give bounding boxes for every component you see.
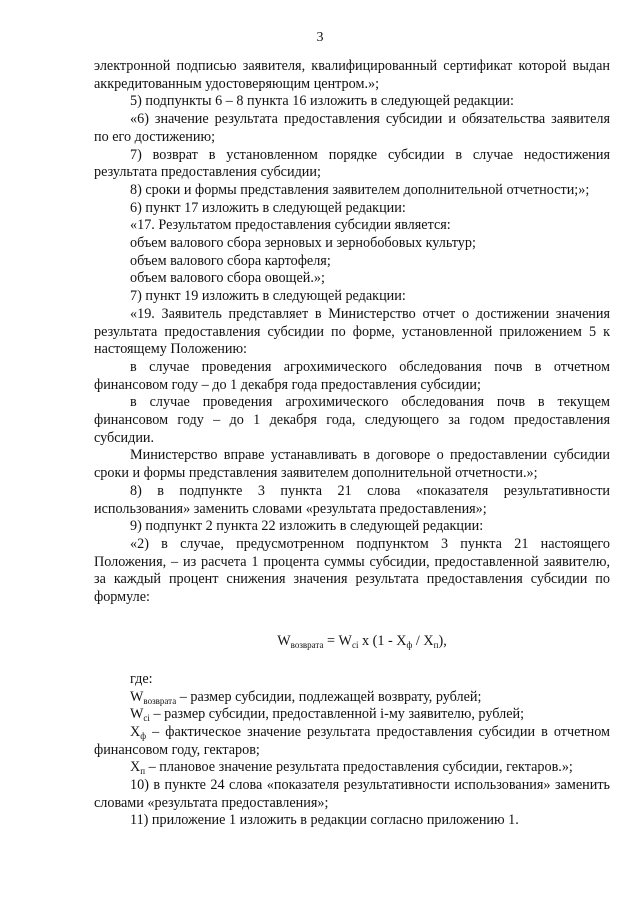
paragraph: объем валового сбора овощей.»; xyxy=(130,270,325,287)
amendment-paragraphs xyxy=(94,58,610,607)
paragraph: 7) возврат в установленном порядке субсидии в случае недостижения результата предоставления субсидии; xyxy=(94,146,610,181)
paragraph: 6) пункт 17 изложить в следующей редакции: xyxy=(130,199,406,216)
formula-legend xyxy=(94,689,610,778)
legend-item: $W_{возврата}$ – размер субсидии, подлежащей возврату, рублей; xyxy=(130,688,482,706)
paragraph: объем валового сбора картофеля; xyxy=(130,252,331,269)
paragraph: 8) в подпункте 3 пункта 21 слова «показателя результативности использования» заменить словами «результата предоставления»; xyxy=(94,482,610,517)
paragraph: Министерство вправе устанавливать в договоре о предоставлении субсидии сроки и формы представления заявителем дополнительной отчетности.»; xyxy=(94,447,610,482)
paragraph: «19. Заявитель представляет в Министерство отчет о достижении значения результата предоставления субсидии по форме, установленной приложением 5 к настоящему Положению: xyxy=(94,305,610,358)
legend-item: $X_п$ – плановое значение результата предоставления субсидии, гектаров.»; xyxy=(130,759,573,777)
refund-formula: $W_{возврата} = W_{ci}$ x $(1 - X_ф / X_п)$, xyxy=(277,632,447,650)
legend-item: $X_ф$ – фактическое значение результата предоставления субсидии в отчетном финансовом году, гектаров; xyxy=(94,723,610,758)
paragraph: «6) значение результата предоставления субсидии и обязательства заявителя по его достижению; xyxy=(94,111,610,145)
paragraph: в случае проведения агрохимического обследования почв в текущем финансовом году – до 1 декабря года, следующего за годом предоставления субсидии. xyxy=(94,394,610,446)
paragraph: 11) приложение 1 изложить в редакции согласно приложению 1. xyxy=(130,812,519,829)
paragraph: объем валового сбора зерновых и зернобобовых культур; xyxy=(130,235,476,252)
page-number: 3 xyxy=(316,30,324,45)
closing-paragraphs xyxy=(94,777,610,830)
paragraph: 8) сроки и формы представления заявителем дополнительной отчетности;»; xyxy=(130,181,590,198)
formula-x-fact-sub: ф xyxy=(406,639,413,650)
paragraph: в случае проведения агрохимического обследования почв в отчетном финансовом году – до 1 декабря года предоставления субсидии; xyxy=(94,358,610,393)
document-body xyxy=(94,58,610,830)
paragraph: «2) в случае, предусмотренном подпунктом 3 пункта 21 настоящего Положения, – из расчета 1 процента суммы субсидии, предоставленной заявителю, за каждый процент снижения значения результата предоставления субсидии по формуле: xyxy=(94,535,610,606)
paragraph: 5) подпункты 6 – 8 пункта 16 изложить в следующей редакции: xyxy=(130,93,514,110)
formula-w-refund: $W_{возврата}$ xyxy=(277,632,324,650)
paragraph: «17. Результатом предоставления субсидии является: xyxy=(130,217,451,234)
legend-item: $W_{ci}$ – размер субсидии, предоставленной i-му заявителю, рублей; xyxy=(130,706,525,724)
legend-where: где: xyxy=(130,670,153,687)
paragraph: электронной подписью заявителя, квалифицированный сертификат которой выдан аккредитованным удостоверяющим центром.»; xyxy=(94,58,610,92)
formula-x-plan-sub: п xyxy=(433,639,439,650)
formula-w-ci: $W_{ci}$ xyxy=(338,632,359,650)
paragraph: 9) подпункт 2 пункта 22 изложить в следующей редакции: xyxy=(130,518,484,535)
paragraph: 7) пункт 19 изложить в следующей редакции: xyxy=(130,288,406,305)
paragraph: 10) в пункте 24 слова «показателя результативности использования» заменить словами «результата предоставления»; xyxy=(94,777,610,811)
